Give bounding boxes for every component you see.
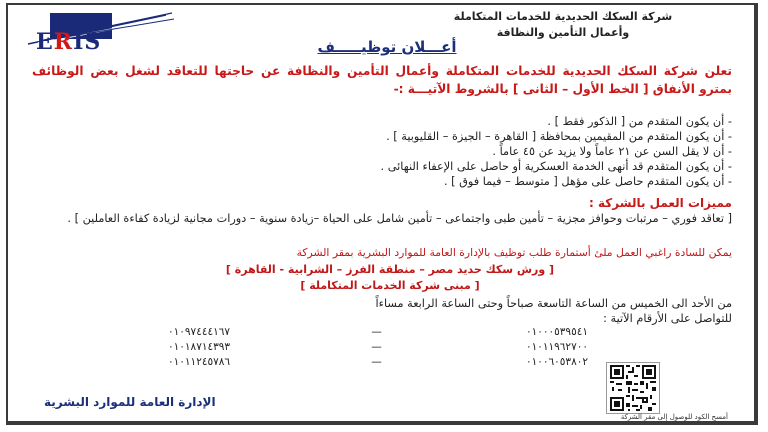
phone-numbers <box>168 325 588 370</box>
logo-text: ERIS <box>36 29 102 55</box>
qr-code <box>606 362 660 414</box>
company-name <box>398 9 728 41</box>
phone-number: ٠١٠٠٦٠٥٣٨٠٢ <box>525 356 588 368</box>
condition-item: - أن يكون المتقدم قد أنهى الخدمة العسكرية أو حاصل على الإعفاء النهائى . <box>380 160 732 173</box>
phone-row: ٠١٠٩٧٤٤٤١٦٧ — ٠١٠٠٠٥٣٩٥٤١ <box>168 326 588 338</box>
location-block <box>120 262 660 294</box>
benefits-heading: مميزات العمل بالشركة : <box>589 196 732 210</box>
phone-number: ٠١٠١٨٧١٤٣٩٣ <box>168 341 231 353</box>
contact-label: للتواصل على الأرقام الآتية : <box>603 312 732 325</box>
working-hours <box>32 296 732 326</box>
qr-code-icon <box>607 363 659 413</box>
phone-number: ٠١٠١١٩٦٢٧٠٠ <box>525 341 588 353</box>
conditions-list <box>32 114 732 189</box>
company-line-2: وأعمال التأمين والنظافة <box>496 26 630 39</box>
page-title: أعـــلان توظيـــــف <box>317 38 457 56</box>
signature: الإدارة العامة للموارد البشرية <box>44 395 216 409</box>
hours-text: من الأحد الى الخميس من الساعة التاسعة صباحاً وحتى الساعة الرابعة مساءاً <box>375 297 732 310</box>
eris-logo <box>26 10 186 55</box>
condition-item: - أن يكون المتقدم من [ الذكور فقط ] . <box>547 115 732 128</box>
company-line-1: شركة السكك الحديدية للخدمات المتكاملة <box>453 10 673 23</box>
phone-number: ٠١٠٠٠٥٣٩٥٤١ <box>525 326 588 338</box>
intro-paragraph: تعلن شركة السكك الحديدية للخدمات المتكاملة وأعمال التأمين والنظافة عن حاجتها للتعاقد لشغل بعض الوظائف بمترو الأنفاق [ الخط الأول – الثانى ] بالشروط الآتيـــة :- <box>32 64 732 96</box>
condition-item: - أن لا يقل السن عن ٢١ عاماً ولا يزيد عن ٤٥ عاماً . <box>492 145 732 158</box>
phone-row: ٠١٠١١٢٤٥٧٨٦ — ٠١٠٠٦٠٥٣٨٠٢ <box>168 356 588 368</box>
location-line-1: [ ورش سكك حديد مصر – منطقة الفرز – الشرابية - القاهرة ] <box>225 263 555 276</box>
phone-row: ٠١٠١٨٧١٤٣٩٣ — ٠١٠١١٩٦٢٧٠٠ <box>168 341 588 353</box>
condition-item: - أن يكون المتقدم حاصل على مؤهل [ متوسط – فيما فوق ] . <box>443 175 732 188</box>
benefits-text: [ تعاقد فوري – مرتبات وحوافز مجزية – تأمين طبى واجتماعى – تأمين شامل على الحياة –زيادة سنوية – دورات مجانية لزيادة كفاءة العاملين ] . <box>67 212 732 225</box>
qr-caption: أمسح الكود للوصول إلى مقر الشركة <box>620 413 728 421</box>
location-line-2: [ مبنى شركة الخدمات المتكاملة ] <box>300 279 480 292</box>
phone-number: ٠١٠٩٧٤٤٤١٦٧ <box>168 326 231 338</box>
apply-note: يمكن للسادة راغبي العمل ملئ أستمارة طلب توظيف بالإدارة العامة للموارد البشرية بمقر الشركة <box>296 246 732 259</box>
condition-item: - أن يكون المتقدم من المقيمين بمحافظة [ القاهرة – الجيزة – القليوبية ] . <box>386 130 732 143</box>
phone-number: ٠١٠١١٢٤٥٧٨٦ <box>168 356 231 368</box>
